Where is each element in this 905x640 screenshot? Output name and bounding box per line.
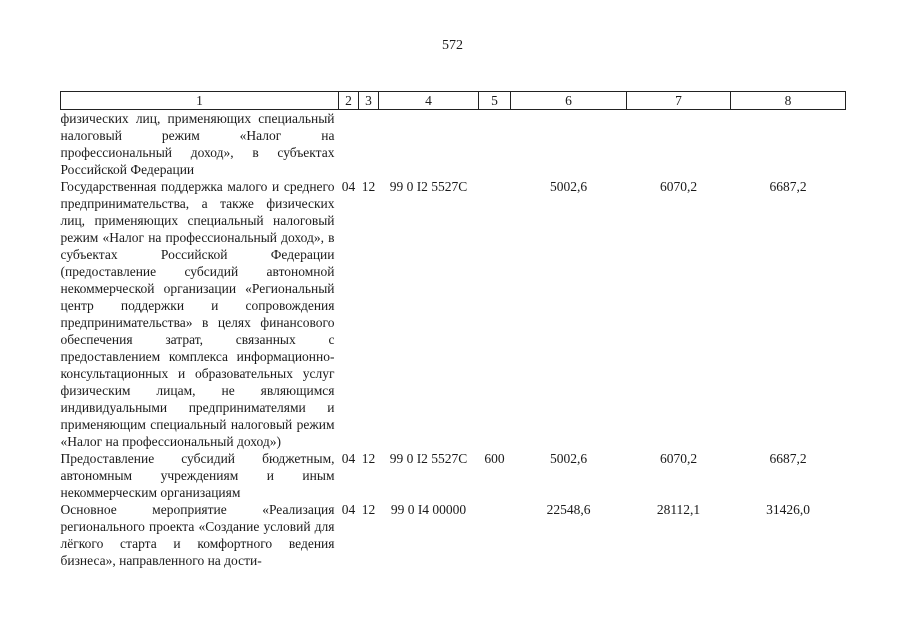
row-amount-col8: 6687,2 xyxy=(769,179,807,194)
header-col-3: 3 xyxy=(359,92,379,110)
header-col-1: 1 xyxy=(61,92,339,110)
header-col-4: 4 xyxy=(379,92,479,110)
row-amount-col7: 28112,1 xyxy=(656,502,701,517)
table-row xyxy=(61,450,846,501)
row-amount-col6: 22548,6 xyxy=(546,502,591,517)
header-col-8: 8 xyxy=(731,92,846,110)
row-expense-type xyxy=(479,501,511,569)
header-col-5: 5 xyxy=(479,92,511,110)
row-amount-col6: 5002,6 xyxy=(549,179,588,194)
row-amount-col8: 6687,2 xyxy=(769,451,807,466)
header-col-2: 2 xyxy=(339,92,359,110)
row-amount-col7 xyxy=(627,110,731,179)
row-amount-col8 xyxy=(731,110,846,179)
row-target-code: 99 0 I4 00000 xyxy=(390,502,467,517)
row-section: 04 xyxy=(341,179,356,194)
row-subsection: 12 xyxy=(361,502,376,517)
table-row xyxy=(61,110,846,179)
row-expense-type: 600 xyxy=(484,451,505,466)
table-row xyxy=(61,501,846,569)
row-description: Предоставление субсидий бюджетным, автономным учреждениям и иным некоммерческим организациям xyxy=(60,451,335,500)
row-subsection: 12 xyxy=(361,179,376,194)
header-row xyxy=(61,92,846,110)
page-number: 572 xyxy=(442,38,463,53)
row-target-code: 99 0 I2 5527C xyxy=(389,179,468,194)
header-col-7: 7 xyxy=(627,92,731,110)
row-expense-type xyxy=(479,178,511,450)
row-section xyxy=(339,110,359,179)
row-amount-col7: 6070,2 xyxy=(659,451,698,466)
row-expense-type xyxy=(479,110,511,179)
row-section: 04 xyxy=(341,451,356,466)
row-subsection: 12 xyxy=(361,451,376,466)
table-row xyxy=(61,178,846,450)
row-description: Основное мероприятие «Реализация регионального проекта «Создание условий для лёгкого старта и комфортного ведения бизнеса», направленного на дости- xyxy=(60,502,335,568)
row-subsection xyxy=(359,110,379,179)
row-amount-col8: 31426,0 xyxy=(766,502,810,517)
row-description: физических лиц, применяющих специальный налоговый режим «Налог на профессиональный доход», в субъектах Российской Федерации xyxy=(60,111,335,177)
row-amount-col7: 6070,2 xyxy=(659,179,698,194)
row-target-code xyxy=(379,110,479,179)
row-amount-col6: 5002,6 xyxy=(549,451,588,466)
row-target-code: 99 0 I2 5527C xyxy=(389,451,468,466)
budget-table xyxy=(60,91,846,569)
row-section: 04 xyxy=(341,502,356,517)
row-amount-col6 xyxy=(511,110,627,179)
header-col-6: 6 xyxy=(511,92,627,110)
row-description: Государственная поддержка малого и среднего предпринимательства, а также физических лиц, применяющих специальный налоговый режим «Налог на профессиональный доход», в субъектах Российской Федерации (предоставление субсидий автономной некоммерческой организации «Региональный центр поддержки и сопровождения предпринимательства» в целях финансового обеспечения затрат, связанных с предоставлением комплекса информационно-консультационных и образовательных услуг физическим лицам, не являющимся индивидуальными предпринимателями и применяющим специальный налоговый режим «Налог на профессиональный доход») xyxy=(60,179,335,449)
